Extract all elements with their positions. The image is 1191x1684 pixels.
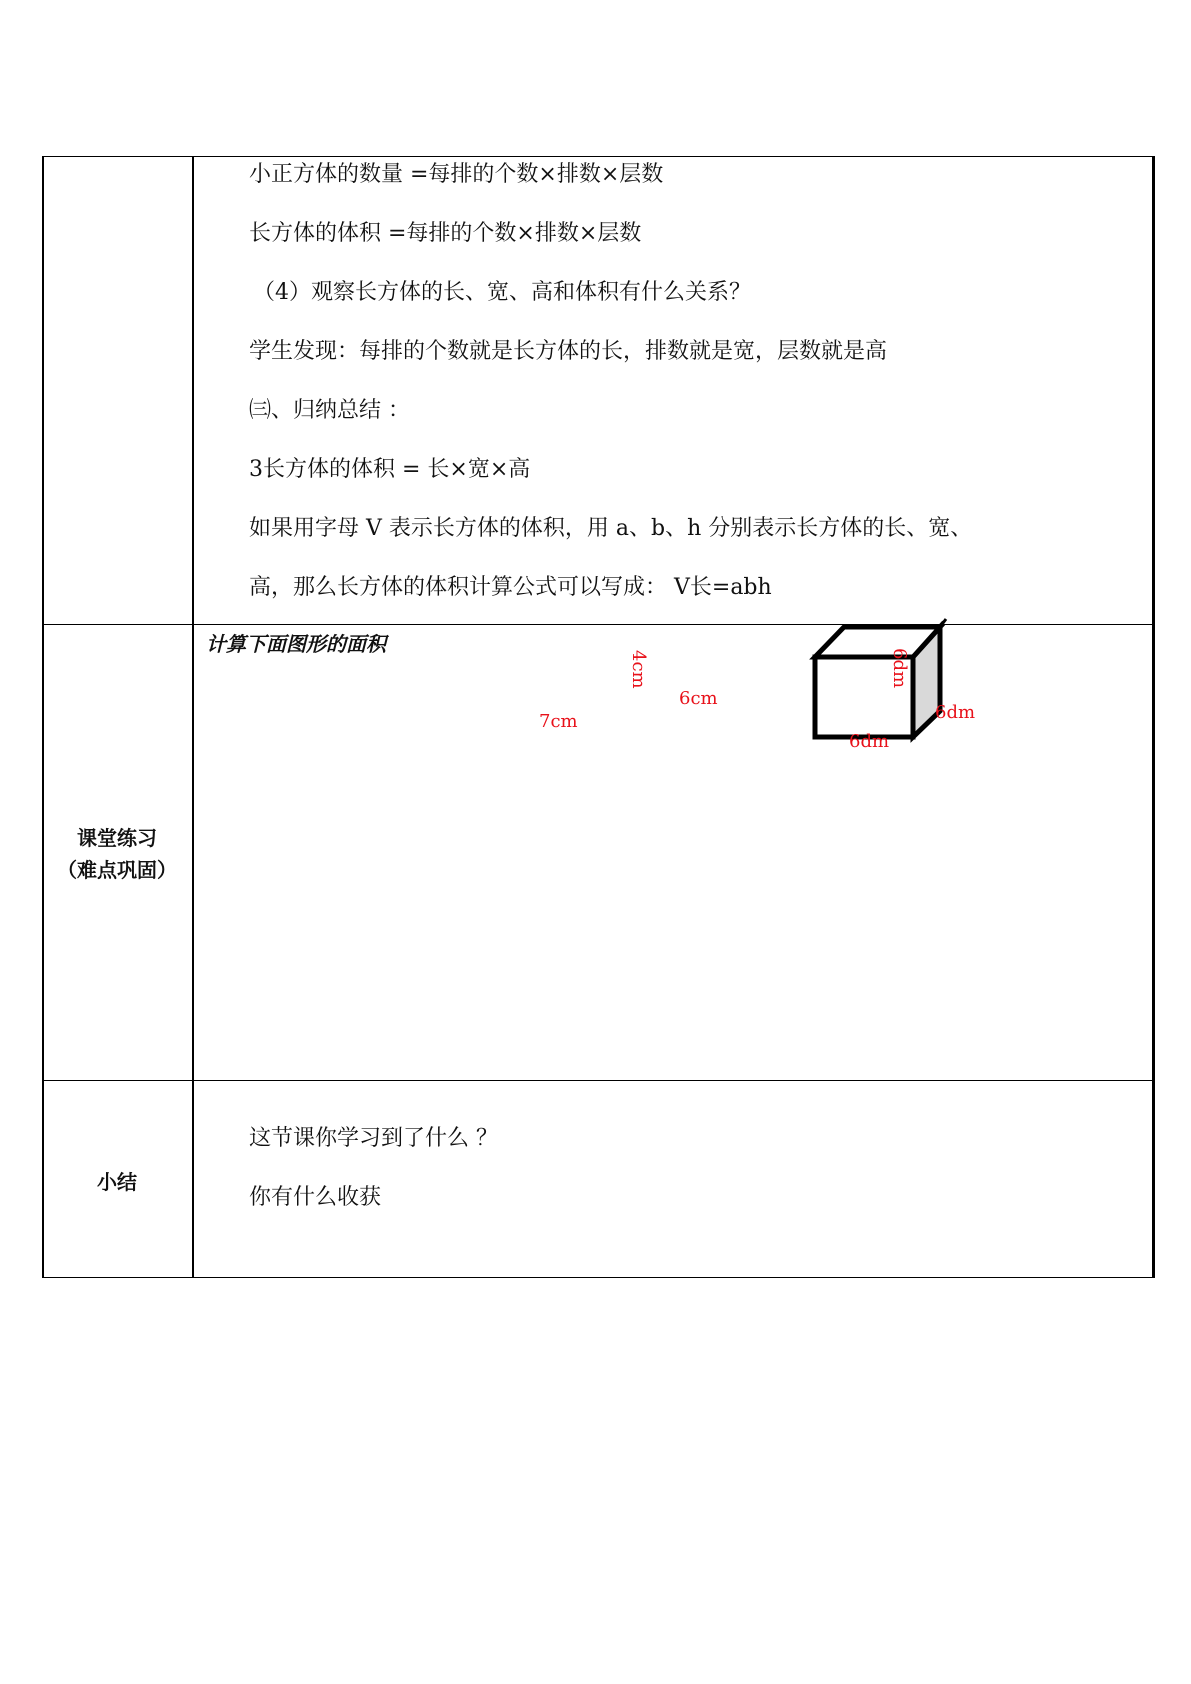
row-divider-1 <box>42 624 1154 625</box>
row-divider-2 <box>42 1080 1154 1081</box>
summary-line-2: 你有什么收获 <box>249 1185 382 1210</box>
table-column-divider <box>192 156 194 1278</box>
table-border-bottom <box>42 1277 1154 1278</box>
practice-task: 计算下面图形的面积 <box>206 632 386 656</box>
cube-depth-label: 6dm <box>935 702 976 723</box>
practice-label-line2: （难点巩固） <box>57 858 177 882</box>
practice-label-line1: 课堂练习 <box>77 826 157 850</box>
row1-line-4: 学生发现：每排的个数就是长方体的长，排数就是宽，层数就是高 <box>249 339 888 364</box>
shape1-bottom-label: 7cm <box>539 711 578 732</box>
row1-line-5: ㈢、归纳总结 ： <box>249 398 410 423</box>
row1-line-3: （4）观察长方体的长、宽、高和体积有什么关系？ <box>253 280 751 305</box>
table-border-left <box>42 156 44 1278</box>
row1-line-7: 如果用字母 V 表示长方体的体积，用 a、b、h 分别表示长方体的长、宽、 <box>249 516 973 541</box>
shape1-height-label: 4cm <box>628 650 649 689</box>
lesson-table <box>42 156 1154 1278</box>
row1-line-1: 小正方体的数量 =每排的个数×排数×层数 <box>249 162 664 187</box>
summary-line-1: 这节课你学习到了什么 ？ <box>249 1126 498 1151</box>
cube-figure <box>800 615 960 745</box>
row1-line-6: 3长方体的体积 = 长×宽×高 <box>249 457 531 482</box>
shape1-side-label: 6cm <box>679 688 718 709</box>
row1-line-2: 长方体的体积 =每排的个数×排数×层数 <box>249 221 642 246</box>
practice-label <box>42 822 192 886</box>
table-border-right <box>1152 156 1155 1278</box>
summary-label: 小结 <box>97 1170 137 1194</box>
cube-height-label: 6dm <box>889 648 910 689</box>
cube-bottom-label: 6dm <box>849 731 890 752</box>
row1-line-8: 高，那么长方体的体积计算公式可以写成： V长=abh <box>249 575 772 600</box>
table-border-top <box>42 156 1154 157</box>
